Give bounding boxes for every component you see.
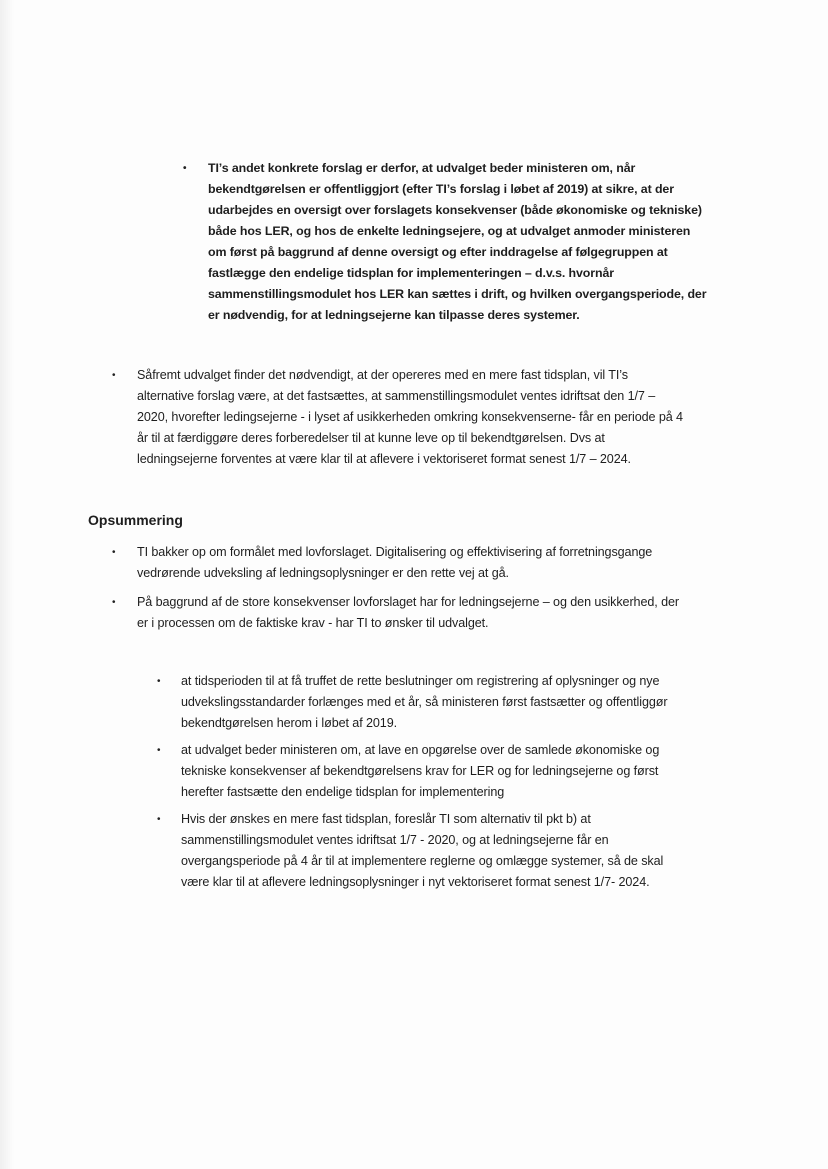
summary-bullet xyxy=(112,592,752,634)
alternative-proposal-text: Såfremt udvalget finder det nødvendigt, at der opereres med en mere fast tidsplan, vil TI’s alternative forslag være, at det fastsættes, at sammenstillingsmodulet ventes idriftsat den 1/7 – 2020, hvorefter ledingsejerne - i lyset af usikkerheden omkring konsekvenserne- får en periode på 4 år til at færdiggøre deres forberedelser til at kunne leve op til bekendtgørelsen. Dvs at ledningsejerne forventes at være klar til at aflevere i vektoriseret format senest 1/7 – 2024. xyxy=(137,368,683,466)
proposal-bullet-text: TI’s andet konkrete forslag er derfor, at udvalget beder ministeren om, når bekendtgørelsen er offentliggjort (efter TI’s forslag i løbet af 2019) at sikre, at der udarbejdes en oversigt over forslagets konsekvenser (både økonomiske og tekniske) både hos LER, og hos de enkelte ledningsejere, og at udvalget anmoder ministeren om først på baggrund af denne oversigt og efter inddragelse af følgegruppen at fastlægge den endelige tidsplan for implementeringen – d.v.s. hvornår sammenstillingsmodulet hos LER kan sættes i drift, og hvilken overgangsperiode, der er nødvendig, for at ledningsejerne kan tilpasse deres systemer. xyxy=(208,161,707,322)
bullet-icon: • xyxy=(112,597,116,608)
summary-bullet-text: TI bakker op om formålet med lovforslaget. Digitalisering og effektivisering af forretningsgange vedrørende udveksling af ledningsoplysninger er den rette vej at gå. xyxy=(137,545,653,580)
bullet-icon: • xyxy=(157,745,161,756)
bullet-icon: • xyxy=(183,163,187,174)
summary-bullet xyxy=(112,542,752,584)
wish-bullet-text: Hvis der ønskes en mere fast tidsplan, foreslår TI som alternativ til pkt b) at sammenstillingsmodulet ventes idriftsat 1/7 - 2020, og at ledningsejerne får en overgangsperiode på 4 år til at implementere reglerne og omlægge systemer, så de skal være klar til at aflevere ledningsoplysninger i nyt vektoriseret format senest 1/7- 2024. xyxy=(181,812,664,889)
scan-edge xyxy=(0,0,14,1169)
proposal-bullet-bold xyxy=(185,158,745,326)
bullet-icon: • xyxy=(112,547,116,558)
wish-bullet-text: at udvalget beder ministeren om, at lave en opgørelse over de samlede økonomiske og tekniske konsekvenser af bekendtgørelsens krav for LER og for ledningsejerne og først herefter fastsætte den endelige tidsplan for implementering xyxy=(181,743,660,799)
bullet-icon: • xyxy=(157,676,161,687)
summary-heading: Opsummering xyxy=(88,512,183,528)
wish-bullet xyxy=(157,740,757,803)
bullet-icon: • xyxy=(112,370,116,381)
wish-bullet xyxy=(157,671,757,734)
summary-bullet-text: På baggrund af de store konsekvenser lovforslaget har for ledningsejerne – og den usikkerhed, der er i processen om de faktiske krav - har TI to ønsker til udvalget. xyxy=(137,595,679,630)
wish-bullet xyxy=(157,809,757,893)
alternative-proposal-bullet xyxy=(112,365,752,470)
wish-bullet-text: at tidsperioden til at få truffet de rette beslutninger om registrering af oplysninger og nye udvekslingsstandarder forlænges med et år, så ministeren først fastsætter og offentliggør bekendtgørelsen herom i løbet af 2019. xyxy=(181,674,668,730)
bullet-icon: • xyxy=(157,814,161,825)
